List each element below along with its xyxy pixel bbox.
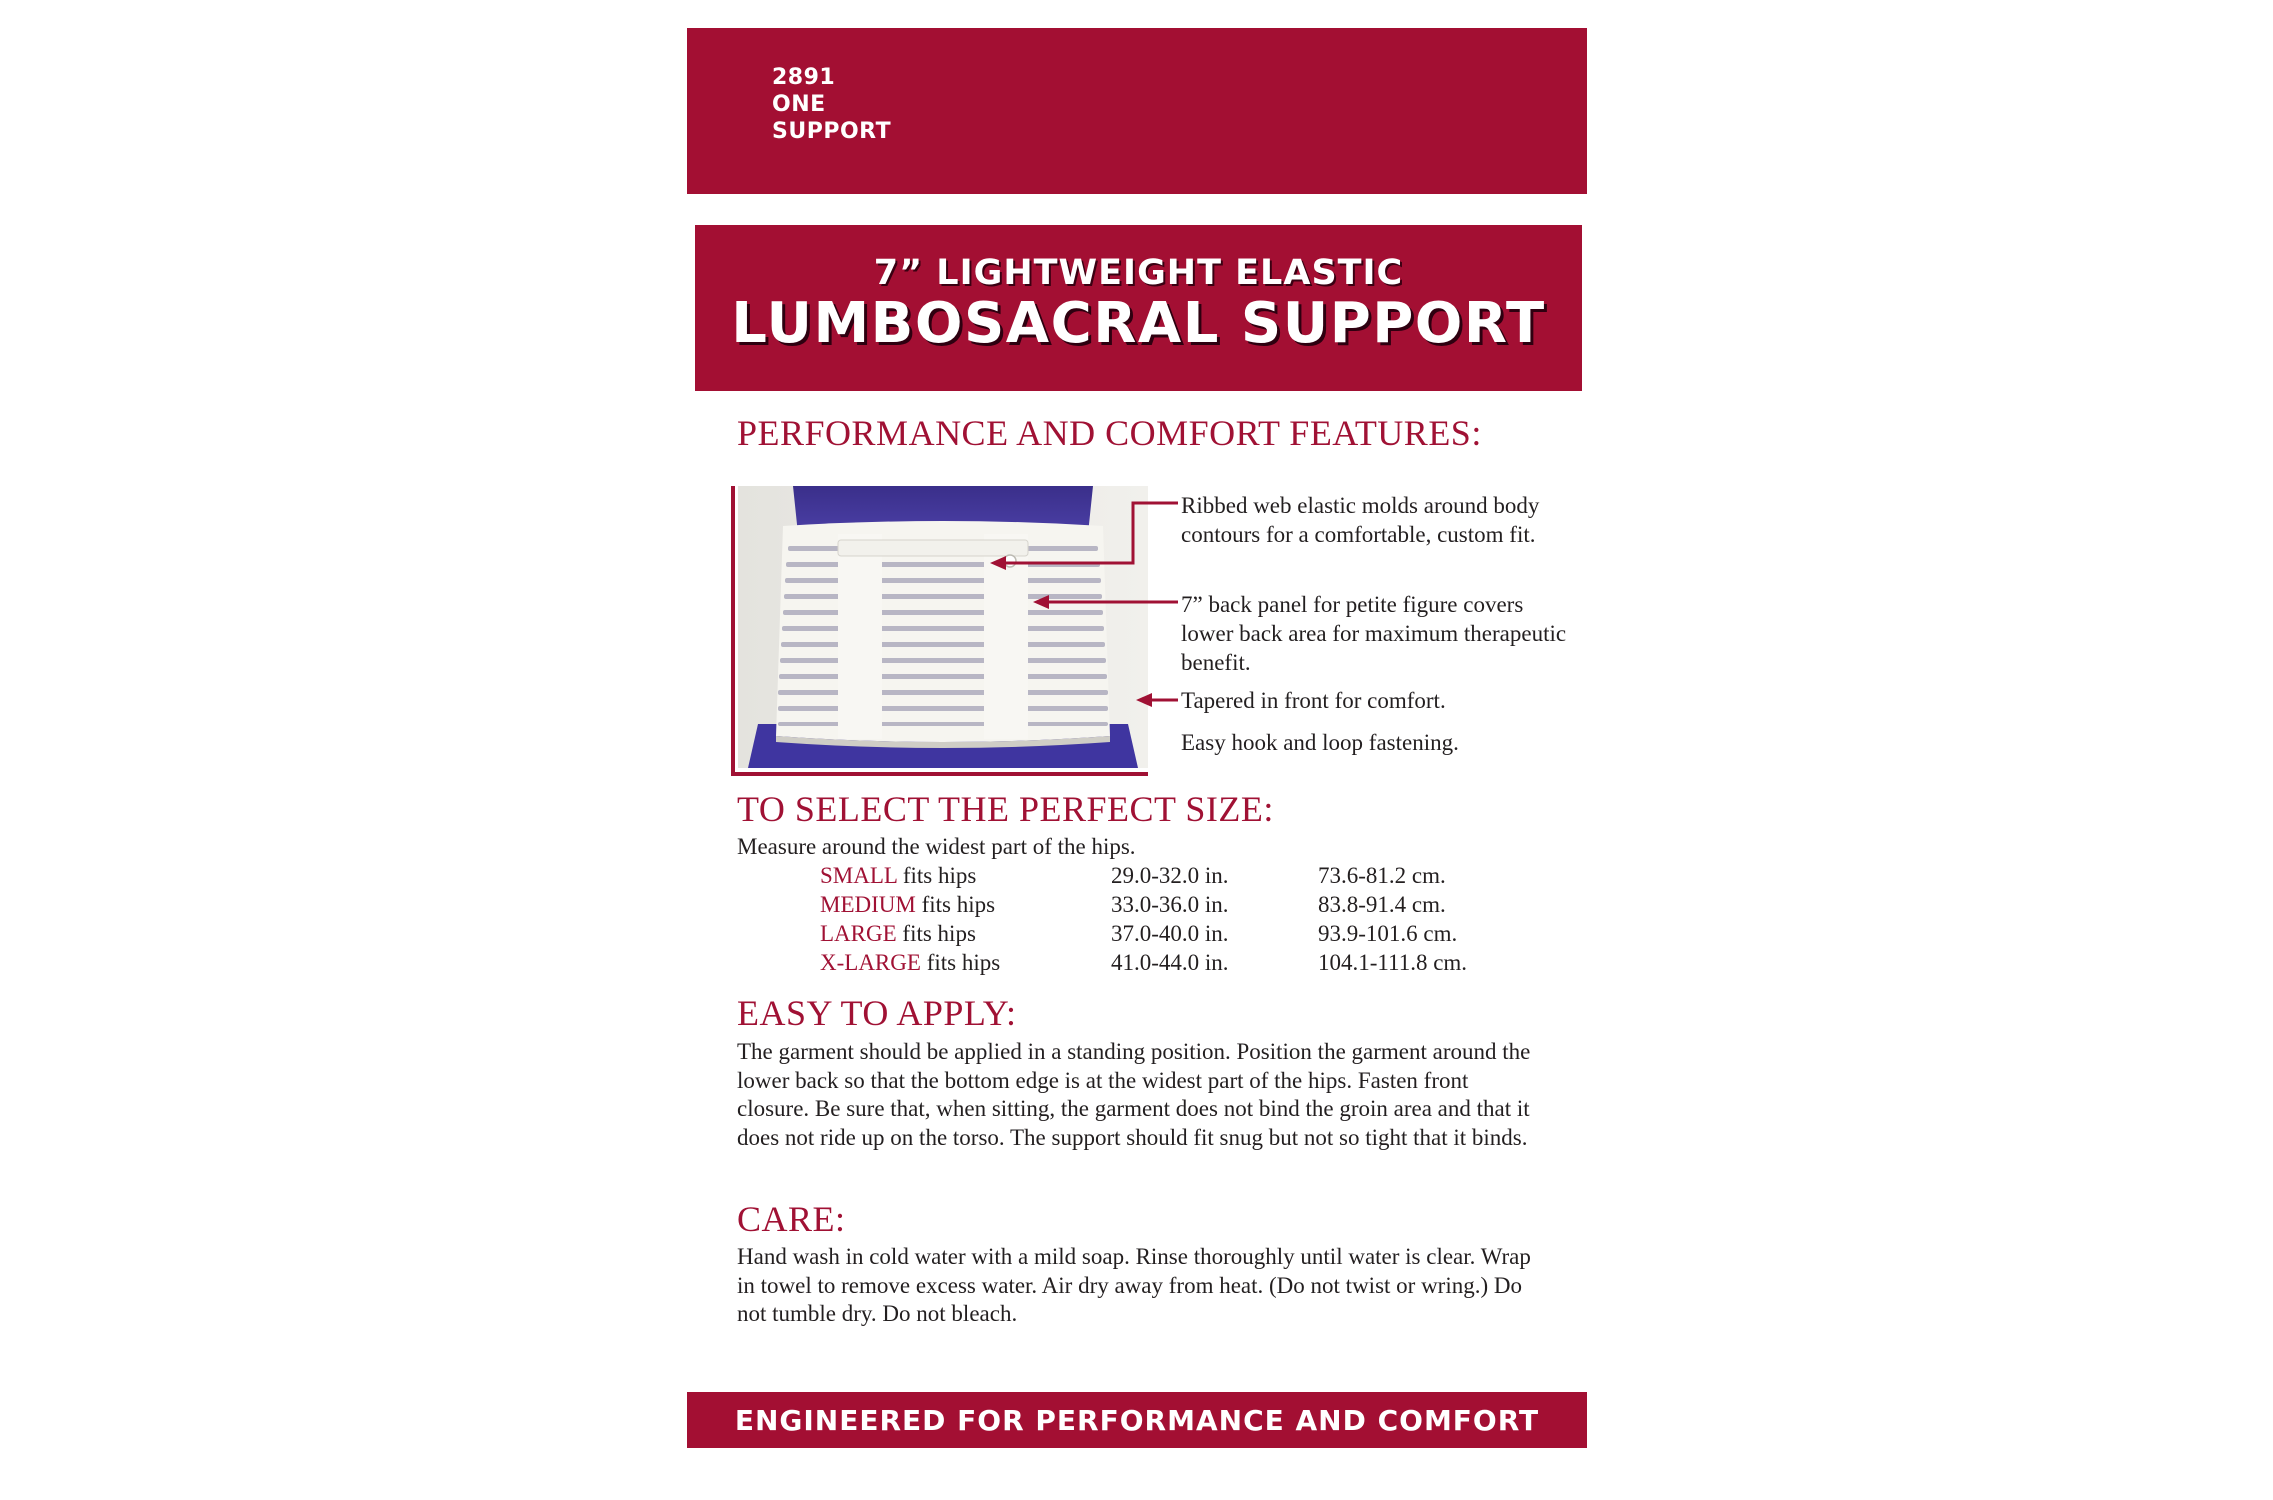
- size-label: LARGE: [820, 921, 897, 946]
- size-label: SMALL: [820, 863, 898, 888]
- size-label: X-LARGE: [820, 950, 921, 975]
- features-heading: PERFORMANCE AND COMFORT FEATURES:: [737, 413, 1482, 453]
- feature-item: Ribbed web elastic molds around body contours for a comfortable, custom fit.: [1181, 493, 1540, 547]
- feature-item: Tapered in front for comfort.: [1181, 688, 1446, 713]
- size-cm: 73.6-81.2 cm.: [1318, 863, 1446, 888]
- size-instruction: Measure around the widest part of the hips.: [737, 834, 1136, 859]
- product-subtitle: 7” LIGHTWEIGHT ELASTIC: [873, 253, 1404, 293]
- product-code-line: 2891: [772, 65, 836, 90]
- feature-item: 7” back panel for petite figure covers lower back area for maximum therapeutic benefit.: [1181, 592, 1567, 675]
- footer-band: [687, 1392, 1587, 1448]
- footer-tagline: ENGINEERED FOR PERFORMANCE AND COMFORT: [734, 1404, 1540, 1437]
- apply-instructions: The garment should be applied in a standing position. Position the garment around the lower back so that the bottom edge is at the widest part of the hips. Fasten front closure. Be sure that, when sitting, the garment does not bind the groin area and that it does not ride up on the torso. The support should fit snug but not so tight that it binds.: [737, 1039, 1531, 1150]
- size-inches: 29.0-32.0 in.: [1111, 863, 1229, 888]
- apply-heading: EASY TO APPLY:: [737, 993, 1017, 1033]
- product-code-line: ONE: [772, 92, 826, 117]
- product-title: LUMBOSACRAL SUPPORT: [731, 291, 1546, 356]
- size-fits: fits hips: [902, 921, 976, 946]
- size-label: MEDIUM: [820, 892, 916, 917]
- size-fits: fits hips: [921, 892, 996, 917]
- size-inches: 41.0-44.0 in.: [1111, 950, 1229, 975]
- size-heading: TO SELECT THE PERFECT SIZE:: [737, 789, 1274, 829]
- product-code-line: SUPPORT: [772, 119, 892, 144]
- care-heading: CARE:: [737, 1199, 846, 1239]
- size-fits: fits hips: [902, 863, 977, 888]
- care-instructions: Hand wash in cold water with a mild soap. Rinse thoroughly until water is clear. Wrap in towel to remove excess water. Air dry away from heat. (Do not twist or wring.) Do not tumble dry. Do not bleach.: [737, 1244, 1531, 1327]
- size-cm: 93.9-101.6 cm.: [1318, 921, 1458, 946]
- size-cm: 83.8-91.4 cm.: [1318, 892, 1446, 917]
- size-cm: 104.1-111.8 cm.: [1318, 950, 1468, 975]
- size-inches: 37.0-40.0 in.: [1111, 921, 1229, 946]
- size-inches: 33.0-36.0 in.: [1111, 892, 1229, 917]
- size-fits: fits hips: [926, 950, 1001, 975]
- feature-item: Easy hook and loop fastening.: [1181, 730, 1459, 755]
